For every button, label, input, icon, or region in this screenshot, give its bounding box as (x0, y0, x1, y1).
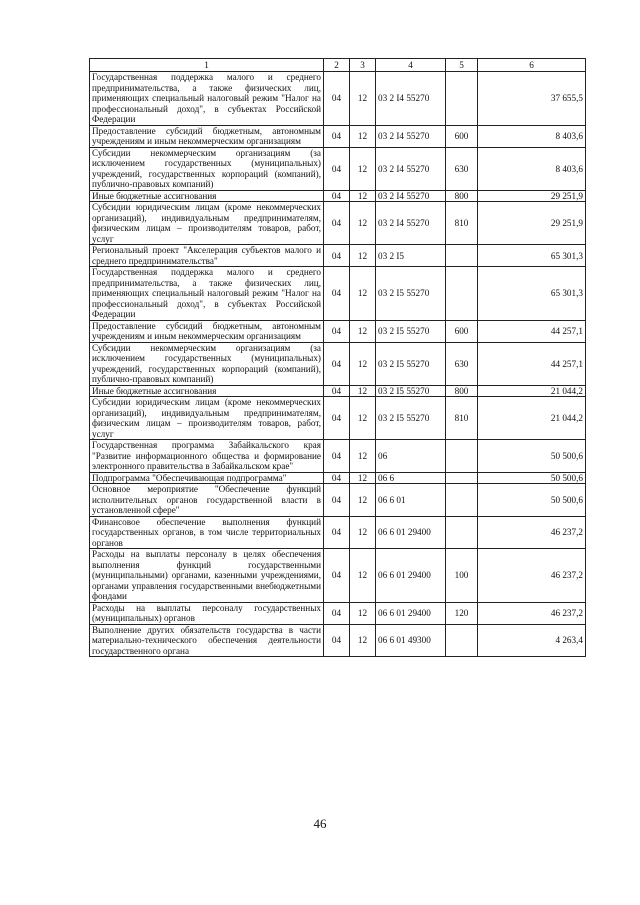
expense-type-cell: 630 (446, 147, 478, 190)
table-row (90, 202, 586, 245)
amount-cell: 50 500,6 (478, 440, 586, 473)
expense-type-cell (446, 484, 478, 517)
section-code-cell: 04 (324, 267, 350, 321)
subsection-code-cell: 12 (350, 147, 376, 190)
section-code-cell: 04 (324, 320, 350, 342)
target-article-cell: 03 2 I4 55270 (376, 202, 446, 245)
subsection-code-cell: 12 (350, 440, 376, 473)
amount-cell: 37 655,5 (478, 72, 586, 126)
target-article-cell: 06 6 01 29400 (376, 516, 446, 549)
subsection-code-cell: 12 (350, 267, 376, 321)
subsection-code-cell: 12 (350, 385, 376, 397)
row-name-cell: Предоставление субсидий бюджетным, автономным учреждениям и иным некоммерческим организациям (90, 320, 324, 342)
target-article-cell: 03 2 I4 55270 (376, 72, 446, 126)
table-row (90, 624, 586, 657)
row-name-cell: Государственная поддержка малого и среднего предпринимательства, а также физических лиц, применяющих специальный налоговый режим "Налог на профессиональный доход", в субъектах Российской Федерации (90, 72, 324, 126)
budget-table (89, 58, 586, 657)
table-row (90, 147, 586, 190)
table-row (90, 320, 586, 342)
row-name-cell: Подпрограмма "Обеспечивающая подпрограмма" (90, 472, 324, 484)
subsection-code-cell: 12 (350, 72, 376, 126)
subsection-code-cell: 12 (350, 472, 376, 484)
row-name-cell: Государственная программа Забайкальского края "Развитие информационного общества и формирование электронного правительства в Забайкальском крае" (90, 440, 324, 473)
section-code-cell: 04 (324, 72, 350, 126)
expense-type-cell (446, 72, 478, 126)
amount-cell: 50 500,6 (478, 484, 586, 517)
expense-type-cell: 120 (446, 602, 478, 624)
table-row (90, 440, 586, 473)
amount-cell: 8 403,6 (478, 147, 586, 190)
target-article-cell: 06 6 01 29400 (376, 549, 446, 603)
target-article-cell: 06 6 (376, 472, 446, 484)
table-row (90, 397, 586, 440)
subsection-code-cell: 12 (350, 320, 376, 342)
header-cell: 4 (376, 59, 446, 72)
target-article-cell: 06 6 01 29400 (376, 602, 446, 624)
amount-cell: 4 263,4 (478, 624, 586, 657)
header-cell: 5 (446, 59, 478, 72)
table-row (90, 385, 586, 397)
expense-type-cell: 600 (446, 320, 478, 342)
subsection-code-cell: 12 (350, 125, 376, 147)
amount-cell: 65 301,3 (478, 267, 586, 321)
amount-cell: 46 237,2 (478, 602, 586, 624)
section-code-cell: 04 (324, 516, 350, 549)
target-article-cell: 03 2 I5 55270 (376, 385, 446, 397)
section-code-cell: 04 (324, 245, 350, 267)
table-row (90, 472, 586, 484)
expense-type-cell (446, 245, 478, 267)
table-row (90, 245, 586, 267)
expense-type-cell (446, 516, 478, 549)
header-cell: 2 (324, 59, 350, 72)
table-row (90, 342, 586, 385)
amount-cell: 29 251,9 (478, 190, 586, 202)
subsection-code-cell: 12 (350, 602, 376, 624)
subsection-code-cell: 12 (350, 342, 376, 385)
section-code-cell: 04 (324, 602, 350, 624)
row-name-cell: Расходы на выплаты персоналу в целях обеспечения выполнения функций государственными (муниципальными) органами, казенными учреждениями, органами управления государственными внебюджетными фондами (90, 549, 324, 603)
table-row (90, 549, 586, 603)
subsection-code-cell: 12 (350, 549, 376, 603)
expense-type-cell: 810 (446, 202, 478, 245)
amount-cell: 8 403,6 (478, 125, 586, 147)
row-name-cell: Выполнение других обязательств государства в части материально-технического обеспечения деятельности государственного органа (90, 624, 324, 657)
row-name-cell: Иные бюджетные ассигнования (90, 190, 324, 202)
expense-type-cell: 800 (446, 190, 478, 202)
row-name-cell: Иные бюджетные ассигнования (90, 385, 324, 397)
section-code-cell: 04 (324, 472, 350, 484)
table-row (90, 72, 586, 126)
amount-cell: 46 237,2 (478, 549, 586, 603)
expense-type-cell (446, 440, 478, 473)
target-article-cell: 06 (376, 440, 446, 473)
subsection-code-cell: 12 (350, 624, 376, 657)
amount-cell: 21 044,2 (478, 397, 586, 440)
row-name-cell: Субсидии некоммерческим организациям (за исключением государственных (муниципальных) учреждений, государственных корпораций (компаний), публично-правовых компаний) (90, 342, 324, 385)
row-name-cell: Субсидии юридическим лицам (кроме некоммерческих организаций), индивидуальным предпринимателям, физическим лицам – производителям товаров, работ, услуг (90, 202, 324, 245)
section-code-cell: 04 (324, 190, 350, 202)
table-row (90, 125, 586, 147)
subsection-code-cell: 12 (350, 397, 376, 440)
amount-cell: 21 044,2 (478, 385, 586, 397)
target-article-cell: 03 2 I5 (376, 245, 446, 267)
row-name-cell: Основное мероприятие "Обеспечение функций исполнительных органов государственной власти в установленной сфере" (90, 484, 324, 517)
amount-cell: 44 257,1 (478, 320, 586, 342)
target-article-cell: 06 6 01 49300 (376, 624, 446, 657)
section-code-cell: 04 (324, 147, 350, 190)
expense-type-cell (446, 472, 478, 484)
amount-cell: 46 237,2 (478, 516, 586, 549)
table-row (90, 267, 586, 321)
header-row (90, 59, 586, 72)
table-row (90, 516, 586, 549)
subsection-code-cell: 12 (350, 484, 376, 517)
header-cell: 3 (350, 59, 376, 72)
amount-cell: 44 257,1 (478, 342, 586, 385)
amount-cell: 29 251,9 (478, 202, 586, 245)
amount-cell: 50 500,6 (478, 472, 586, 484)
subsection-code-cell: 12 (350, 516, 376, 549)
header-cell: 1 (90, 59, 324, 72)
subsection-code-cell: 12 (350, 245, 376, 267)
expense-type-cell: 800 (446, 385, 478, 397)
section-code-cell: 04 (324, 440, 350, 473)
expense-type-cell: 630 (446, 342, 478, 385)
target-article-cell: 03 2 I4 55270 (376, 190, 446, 202)
expense-type-cell: 810 (446, 397, 478, 440)
row-name-cell: Субсидии юридическим лицам (кроме некоммерческих организаций), индивидуальным предпринимателям, физическим лицам – производителям товаров, работ, услуг (90, 397, 324, 440)
section-code-cell: 04 (324, 125, 350, 147)
section-code-cell: 04 (324, 342, 350, 385)
row-name-cell: Региональный проект "Акселерация субъектов малого и среднего предпринимательства" (90, 245, 324, 267)
expense-type-cell: 100 (446, 549, 478, 603)
section-code-cell: 04 (324, 624, 350, 657)
target-article-cell: 06 6 01 (376, 484, 446, 517)
target-article-cell: 03 2 I5 55270 (376, 267, 446, 321)
expense-type-cell (446, 624, 478, 657)
target-article-cell: 03 2 I4 55270 (376, 147, 446, 190)
subsection-code-cell: 12 (350, 202, 376, 245)
target-article-cell: 03 2 I5 55270 (376, 320, 446, 342)
row-name-cell: Расходы на выплаты персоналу государственных (муниципальных) органов (90, 602, 324, 624)
page-number: 46 (313, 816, 327, 831)
target-article-cell: 03 2 I5 55270 (376, 342, 446, 385)
amount-cell: 65 301,3 (478, 245, 586, 267)
row-name-cell: Субсидии некоммерческим организациям (за исключением государственных (муниципальных) учреждений, государственных корпораций (компаний), публично-правовых компаний) (90, 147, 324, 190)
row-name-cell: Государственная поддержка малого и среднего предпринимательства, а также физических лиц, применяющих специальный налоговый режим "Налог на профессиональный доход", в субъектах Российской Федерации (90, 267, 324, 321)
target-article-cell: 03 2 I4 55270 (376, 125, 446, 147)
header-cell: 6 (478, 59, 586, 72)
expense-type-cell (446, 267, 478, 321)
table-row (90, 602, 586, 624)
section-code-cell: 04 (324, 202, 350, 245)
section-code-cell: 04 (324, 397, 350, 440)
subsection-code-cell: 12 (350, 190, 376, 202)
table-row (90, 484, 586, 517)
expense-type-cell: 600 (446, 125, 478, 147)
section-code-cell: 04 (324, 484, 350, 517)
table-row (90, 190, 586, 202)
section-code-cell: 04 (324, 385, 350, 397)
row-name-cell: Финансовое обеспечение выполнения функций государственных органов, в том числе территориальных органов (90, 516, 324, 549)
target-article-cell: 03 2 I5 55270 (376, 397, 446, 440)
section-code-cell: 04 (324, 549, 350, 603)
row-name-cell: Предоставление субсидий бюджетным, автономным учреждениям и иным некоммерческим организациям (90, 125, 324, 147)
